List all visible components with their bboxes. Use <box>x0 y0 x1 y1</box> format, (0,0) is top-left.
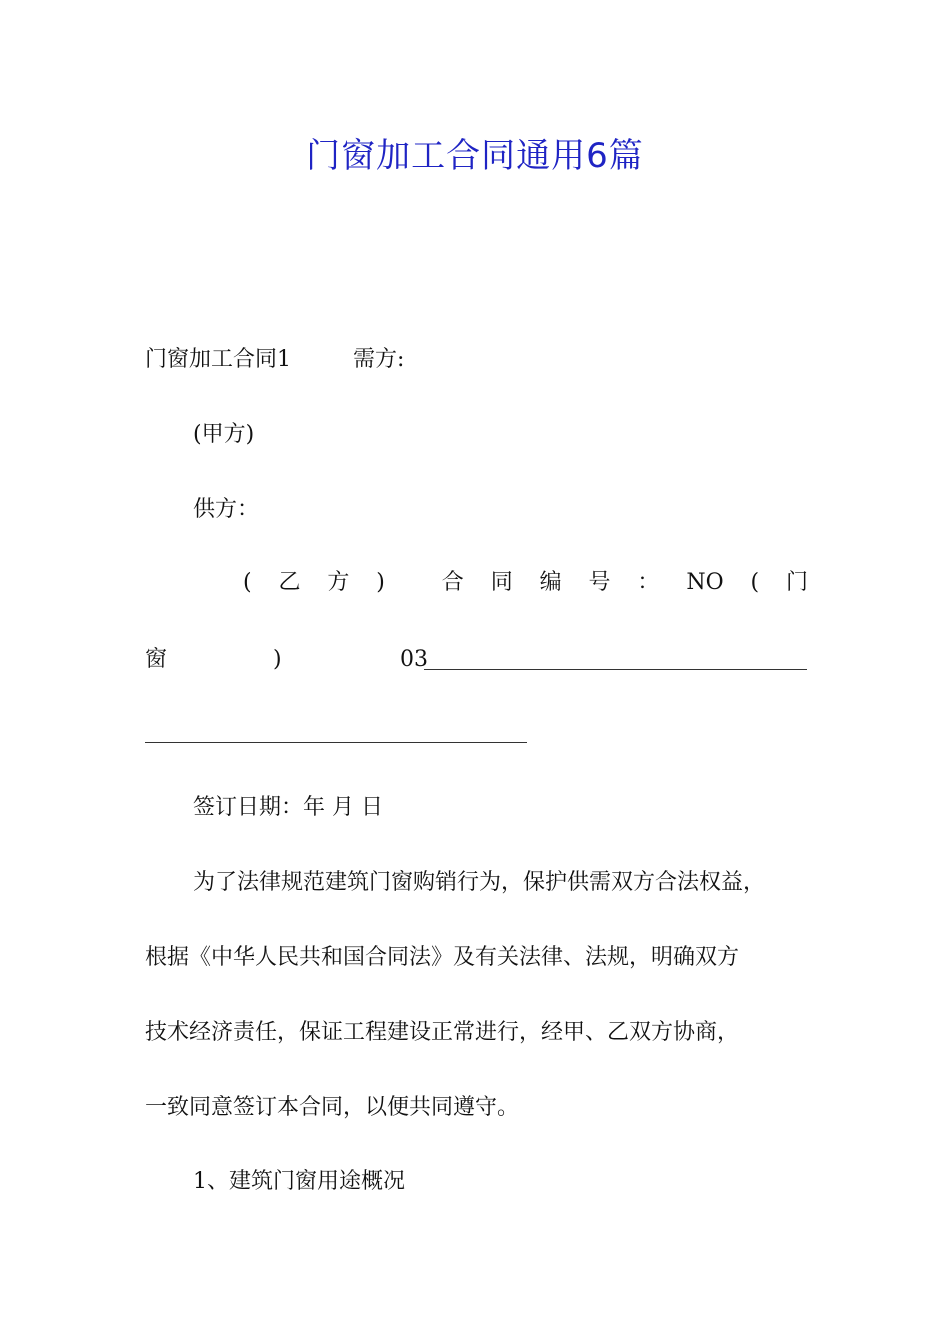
sign-date: 签订日期：年 月 日 <box>193 795 383 820</box>
section-heading-1: 1、建筑门窗用途概况 <box>193 1169 405 1194</box>
spread-char: ( <box>243 570 252 595</box>
window-char: 窗 <box>145 647 168 672</box>
spread-char: 号 <box>588 570 611 595</box>
paragraph-line-1: 为了法律规范建筑门窗购销行为，保护供需双方合法权益， <box>193 870 766 895</box>
contract-number-line <box>243 568 808 598</box>
spread-char: NO <box>686 570 724 595</box>
spread-char: 合 <box>441 570 464 595</box>
paragraph-line-4: 一致同意签订本合同，以便共同遵守。 <box>145 1095 520 1120</box>
paragraph-line-3: 技术经济责任，保证工程建设正常进行，经甲、乙双方协商， <box>145 1020 740 1045</box>
party-a-label: (甲方) <box>193 422 255 447</box>
fill-in-underline-2 <box>145 742 527 743</box>
spread-char: 门 <box>785 570 808 595</box>
paragraph-line-2: 根据《中华人民共和国合同法》及有关法律、法规，明确双方 <box>145 945 740 970</box>
spread-char: ) <box>376 570 385 595</box>
fill-in-underline <box>424 669 807 670</box>
spread-char: 乙 <box>278 570 301 595</box>
contract-heading: 门窗加工合同1 <box>145 347 291 372</box>
closing-paren: ) <box>273 647 282 672</box>
spread-char: ： <box>637 570 660 595</box>
buyer-label: 需方: <box>353 347 405 372</box>
spread-char: 同 <box>490 570 513 595</box>
spread-char: 编 <box>539 570 562 595</box>
document-title: 门窗加工合同通用6篇 <box>306 136 644 176</box>
spread-char: ( <box>750 570 760 595</box>
contract-code: 03 <box>400 647 428 672</box>
spread-char: 方 <box>327 570 350 595</box>
supplier-label: 供方： <box>193 497 260 522</box>
